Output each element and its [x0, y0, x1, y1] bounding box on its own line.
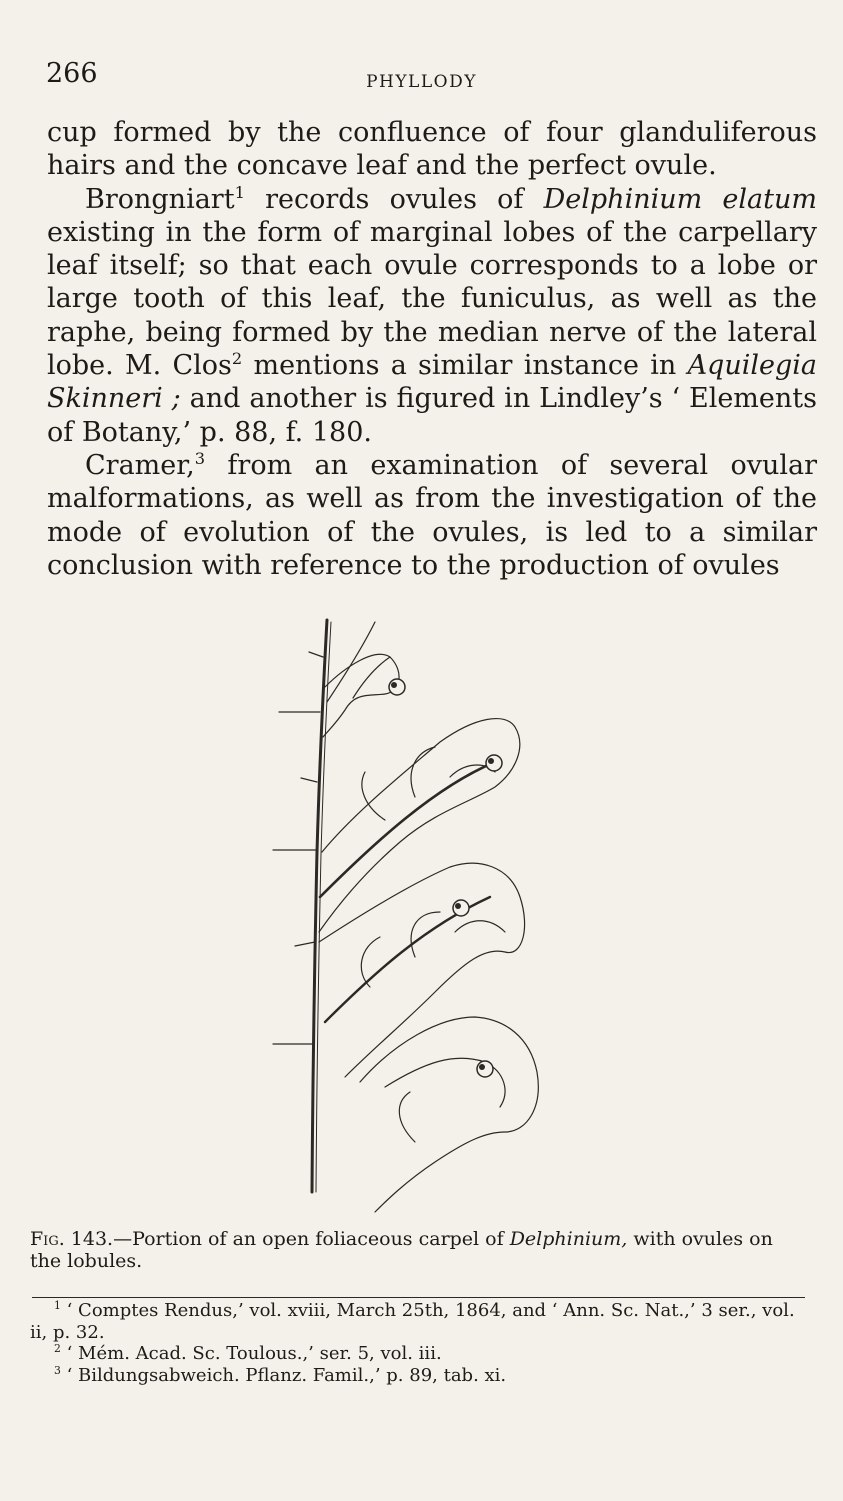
lobe-1	[323, 654, 399, 737]
figure-label: Fig. 143.	[30, 1228, 114, 1250]
ovule-2	[486, 755, 502, 771]
footnote-3-text: ‘ Bildungsabweich. Pflanz. Famil.,’ p. 89, tab. xi.	[60, 1364, 507, 1386]
footnote-2-text: ‘ Mém. Acad. Sc. Toulous.,’ ser. 5, vol. iii.	[60, 1343, 442, 1364]
caption-text-a: —Portion of an open foliaceous carpel of	[113, 1228, 510, 1250]
footnote-3	[30, 1365, 805, 1387]
running-head: PHYLLODY	[366, 72, 477, 92]
caption-text-b: with ovules on the lobules.	[30, 1228, 773, 1272]
p3-text-a: Cramer,	[85, 449, 195, 481]
p3-text-b: from an examination of several ovular malformations, as well as from the investigation of the mode of evolution of the ovules, is led to a similar conclusion with reference to the production of ovules	[47, 449, 817, 581]
footnote-3-marker: 3	[54, 1363, 61, 1377]
paragraph-3	[47, 449, 817, 582]
p2-text-d: mentions a similar instance in	[242, 350, 688, 382]
page-number: 266	[46, 58, 98, 89]
ovule-3	[453, 900, 469, 916]
footnote-ref-3: 3	[194, 448, 206, 468]
footnote-ref-2: 2	[231, 349, 243, 369]
body-text	[47, 116, 817, 582]
ovule-4	[477, 1061, 493, 1077]
figure-143-illustration	[265, 612, 555, 1222]
lobe-4	[360, 1017, 538, 1212]
footnote-divider	[32, 1297, 805, 1298]
species-aquilegia-skinneri: Aquilegia Skinneri ;	[47, 350, 817, 415]
paragraph-1: cup formed by the confluence of four glanduliferous hairs and the concave leaf and the perfect ovule.	[47, 117, 817, 182]
footnote-2	[30, 1343, 805, 1365]
ovule-1	[389, 679, 405, 695]
lobe-2	[319, 719, 520, 932]
p2-text-e: and another is figured in Lindley’s ‘ Elements of Botany,’ p. 88, f. 180.	[47, 383, 817, 448]
footnote-2-marker: 2	[54, 1342, 61, 1355]
paragraph-2	[47, 183, 817, 449]
p2-text-a: Brongniart	[85, 183, 235, 215]
footnote-1-marker: 1	[54, 1299, 61, 1312]
figure-caption	[30, 1228, 805, 1272]
species-delphinium-elatum: Delphinium elatum	[543, 183, 817, 215]
footnote-ref-1: 1	[234, 182, 245, 202]
footnote-1	[30, 1300, 805, 1343]
p2-text-b: records ovules of	[244, 183, 544, 215]
p2-text-c: existing in the form of marginal lobes of the carpellary leaf itself; so that each ovule corresponds to a lobe or large tooth of this leaf, the funiculus, as well as the raphe, being formed by the median nerve of the lateral lobe. M. Clos	[47, 216, 817, 382]
caption-species: Delphinium,	[509, 1228, 628, 1250]
footnote-1-text: ‘ Comptes Rendus,’ vol. xviii, March 25th, 1864, and ‘ Ann. Sc. Nat.,’ 3 ser., vol. ii, p. 32.	[30, 1300, 795, 1343]
lobe-3	[319, 863, 525, 1077]
carpel-drawing	[265, 612, 555, 1222]
footnotes	[30, 1300, 805, 1386]
